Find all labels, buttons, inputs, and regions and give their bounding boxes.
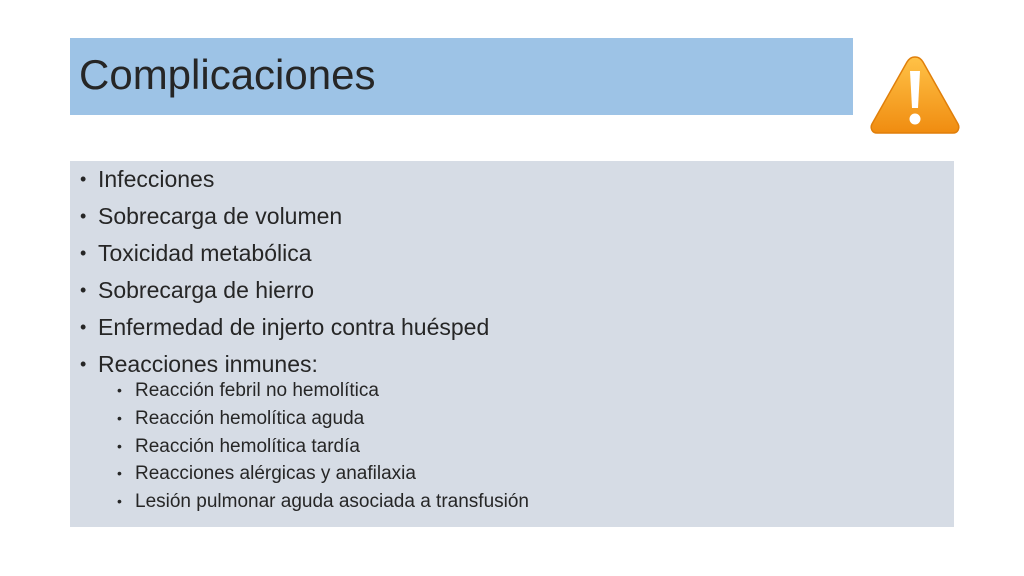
list-item: • Toxicidad metabólica bbox=[80, 240, 312, 266]
warning-icon bbox=[869, 53, 961, 135]
sub-list-item: • Reacción hemolítica aguda bbox=[117, 407, 365, 429]
list-item: • Enfermedad de injerto contra huésped bbox=[80, 314, 490, 340]
sub-bullet-list bbox=[117, 377, 529, 516]
title-bar bbox=[70, 38, 853, 115]
sub-list-item: • Lesión pulmonar aguda asociada a transfusión bbox=[117, 491, 529, 513]
sub-list-item: • Reacciones alérgicas y anafilaxia bbox=[117, 463, 416, 485]
slide-title: Complicaciones bbox=[79, 51, 376, 98]
list-item: • Sobrecarga de volumen bbox=[80, 203, 343, 229]
list-item: • Infecciones bbox=[80, 166, 215, 192]
sub-list-item: • Reacción hemolítica tardía bbox=[117, 435, 360, 457]
list-item: • Reacciones inmunes: bbox=[80, 351, 318, 377]
warning-image bbox=[853, 35, 975, 135]
content-box bbox=[70, 161, 954, 527]
bullet-list bbox=[80, 161, 489, 383]
list-item: • Sobrecarga de hierro bbox=[80, 277, 315, 303]
sub-list-item: • Reacción febril no hemolítica bbox=[117, 380, 379, 401]
